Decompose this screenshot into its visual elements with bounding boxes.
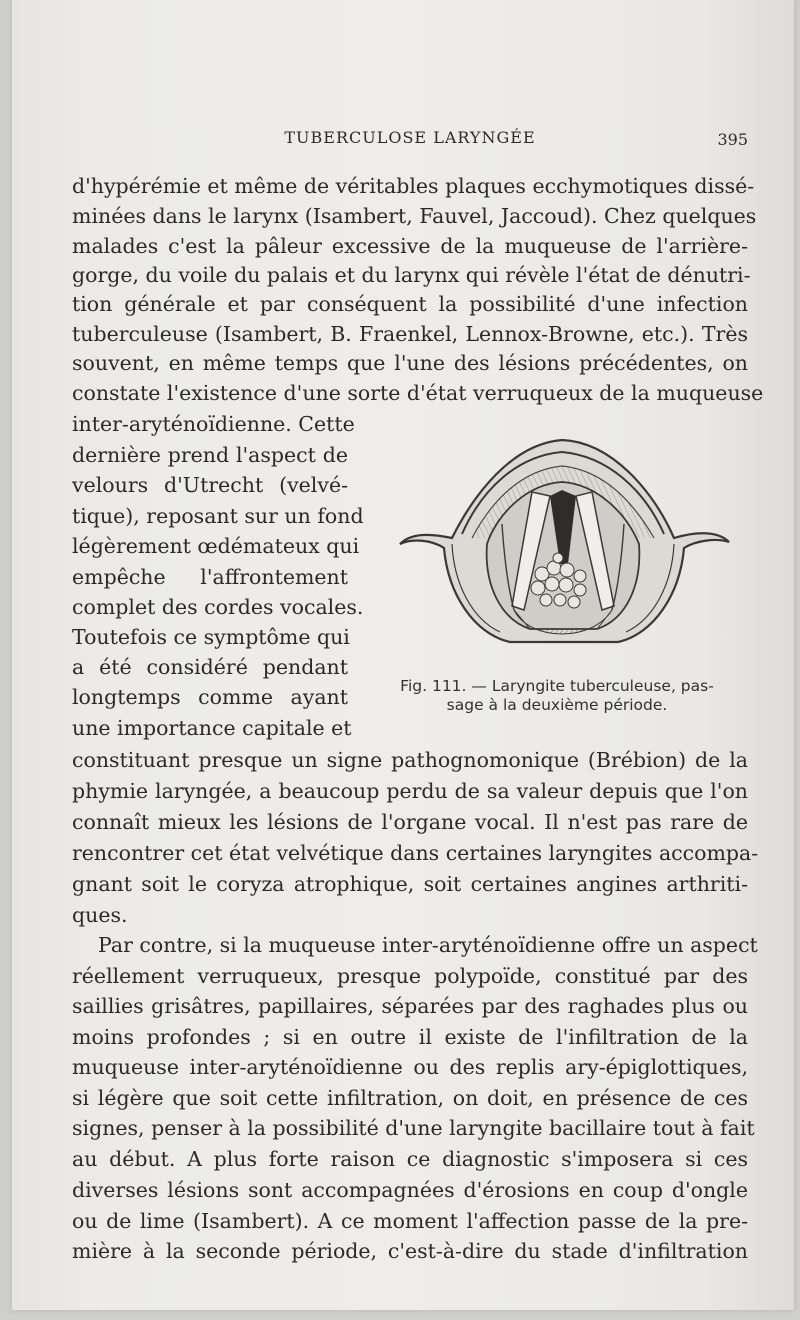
body-line-wrap: complet des cordes vocales.	[72, 595, 364, 619]
larynx-illustration	[392, 434, 737, 649]
body-line: ques.	[72, 903, 128, 927]
body-line: souvent, en même temps que l'une des lésions précédentes, on	[72, 351, 748, 375]
figure-caption-line: sage à la deuxième période.	[446, 696, 668, 714]
paragraph-line: mière à la seconde période, c'est-à-dire du stade d'infiltration	[72, 1239, 748, 1263]
body-line: malades c'est la pâleur excessive de la muqueuse de l'arrière-	[72, 234, 748, 258]
body-line-wrap: velours d'Utrecht (velvé-	[72, 473, 348, 497]
paragraph-line: diverses lésions sont accompagnées d'érosions en coup d'ongle	[72, 1178, 748, 1202]
figure-caption-line: Fig. 111. — Laryngite tuberculeuse, pas-	[400, 677, 714, 695]
paragraph-line: Par contre, si la muqueuse inter-aryténoïdienne offre un aspect	[98, 933, 758, 957]
paragraph-line: saillies grisâtres, papillaires, séparées par des raghades plus ou	[72, 994, 748, 1018]
paragraph-line: au début. A plus forte raison ce diagnostic s'imposera si ces	[72, 1147, 748, 1171]
body-line-wrap: Toutefois ce symptôme qui	[72, 625, 350, 649]
page-number: 395	[717, 130, 748, 149]
page-header	[72, 128, 748, 150]
book-page	[12, 0, 794, 1310]
body-line: rencontrer cet état velvétique dans certaines laryngites accompa-	[72, 841, 759, 865]
body-line: constate l'existence d'une sorte d'état verruqueux de la muqueuse	[72, 381, 764, 405]
paragraph-line: ou de lime (Isambert). A ce moment l'affection passe de la pre-	[72, 1209, 748, 1233]
paragraph-line: muqueuse inter-aryténoïdienne ou des replis ary-épiglottiques,	[72, 1055, 748, 1079]
body-line: d'hypérémie et même de véritables plaques ecchymotiques dissé-	[72, 174, 755, 198]
paragraph-line: signes, penser à la possibilité d'une laryngite bacillaire tout à fait	[72, 1116, 755, 1140]
body-line-wrap: légèrement œdémateux qui	[72, 534, 360, 558]
body-line: minées dans le larynx (Isambert, Fauvel, Jaccoud). Chez quelques	[72, 204, 757, 228]
body-line: phymie laryngée, a beaucoup perdu de sa valeur depuis que l'on	[72, 779, 748, 803]
running-title: TUBERCULOSE LARYNGÉE	[284, 128, 536, 147]
body-line-wrap: a été considéré pendant	[72, 655, 348, 679]
body-line: gorge, du voile du palais et du larynx qui révèle l'état de dénutri-	[72, 263, 751, 287]
body-line: tuberculeuse (Isambert, B. Fraenkel, Lennox-Browne, etc.). Très	[72, 322, 748, 346]
body-line: tion générale et par conséquent la possibilité d'une infection	[72, 292, 748, 316]
body-line-wrap: inter-aryténoïdienne. Cette	[72, 412, 355, 436]
body-line-wrap: longtemps comme ayant	[72, 685, 348, 709]
body-line-wrap: empêche l'affrontement	[72, 565, 348, 589]
body-line: connaît mieux les lésions de l'organe vocal. Il n'est pas rare de	[72, 810, 748, 834]
body-line: gnant soit le coryza atrophique, soit certaines angines arthriti-	[72, 872, 748, 896]
paragraph-line: réellement verruqueux, presque polypoïde, constitué par des	[72, 964, 748, 988]
paragraph-line: moins profondes ; si en outre il existe de l'infiltration de la	[72, 1025, 748, 1049]
body-line-wrap: dernière prend l'aspect de	[72, 443, 348, 467]
body-line-wrap: tique), reposant sur un fond	[72, 504, 364, 528]
paragraph-line: si légère que soit cette infiltration, on doit, en présence de ces	[72, 1086, 748, 1110]
body-line: constituant presque un signe pathognomonique (Brébion) de la	[72, 748, 748, 772]
body-line-wrap: une importance capitale et	[72, 716, 352, 740]
